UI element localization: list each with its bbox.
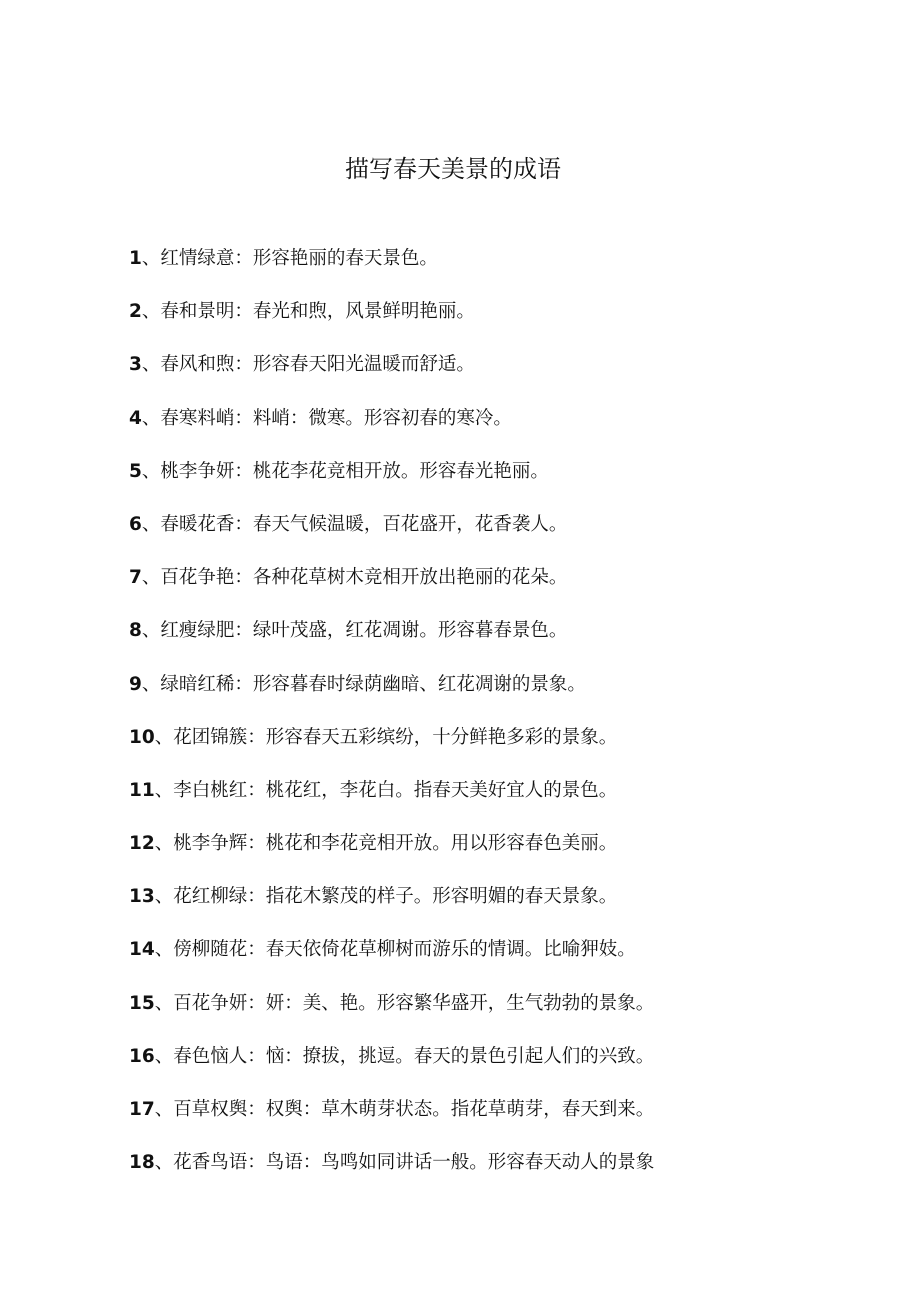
page-title: 描写春天美景的成语 [345,155,561,183]
list-item [129,989,829,1042]
item-number: 17 [129,1099,155,1120]
item-number: 8 [129,620,142,642]
list-item [129,563,829,616]
item-text: 、李白桃红：桃花红，李花白。指春天美好宜人的景色。 [154,779,618,801]
item-text: 、红瘦绿肥：绿叶茂盛，红花凋谢。形容暮春景色。 [141,620,568,642]
idiom-list [129,244,829,1201]
list-item [129,670,829,723]
item-text: 、春寒料峭：料峭：微寒。形容初春的寒冷。 [141,407,512,429]
item-text: 、桃李争妍：桃花李花竞相开放。形容春光艳丽。 [141,460,549,482]
list-item [129,882,829,935]
item-text: 、花香鸟语：鸟语：鸟鸣如同讲话一般。形容春天动人的景象 [154,1152,655,1174]
item-number: 5 [129,460,142,482]
item-text: 、傍柳随花：春天依倚花草柳树而游乐的情调。比喻狎妓。 [154,939,636,961]
item-number: 16 [129,1045,155,1067]
list-item [129,457,829,510]
item-text: 、百花争妍：妍：美、艳。形容繁华盛开，生气勃勃的景象。 [154,992,655,1014]
list-item [129,829,829,882]
item-text: 、春和景明：春光和煦，风景鲜明艳丽。 [141,301,475,323]
item-number: 18 [129,1152,155,1174]
list-item [129,350,829,403]
item-text: 、春风和煦：形容春天阳光温暖而舒适。 [141,354,475,376]
item-number: 4 [129,407,142,429]
list-item [129,1095,829,1148]
item-number: 15 [129,992,155,1014]
item-text: 、红情绿意：形容艳丽的春天景色。 [141,248,438,269]
item-number: 3 [129,354,142,376]
item-number: 7 [129,567,142,589]
item-number: 14 [129,939,155,961]
list-item [129,404,829,457]
list-item [129,723,829,776]
item-text: 、百草权舆：权舆：草木萌芽状态。指花草萌芽，春天到来。 [154,1099,655,1120]
list-item [129,1148,829,1201]
item-text: 、绿暗红稀：形容暮春时绿荫幽暗、红花凋谢的景象。 [141,673,586,695]
item-number: 11 [129,779,155,801]
item-text: 、花红柳绿：指花木繁茂的样子。形容明媚的春天景象。 [154,886,618,908]
item-text: 、花团锦簇：形容春天五彩缤纷，十分鲜艳多彩的景象。 [154,726,618,748]
item-number: 6 [129,513,142,535]
item-number: 12 [129,833,155,855]
item-number: 2 [129,301,142,323]
item-number: 1 [129,248,142,269]
list-item [129,1042,829,1095]
list-item [129,297,829,350]
item-text: 、春色恼人：恼：撩拔，挑逗。春天的景色引起人们的兴致。 [154,1045,655,1067]
list-item [129,244,829,297]
item-number: 10 [129,726,155,748]
item-text: 、桃李争辉：桃花和李花竞相开放。用以形容春色美丽。 [154,833,618,855]
item-number: 9 [129,673,142,695]
item-text: 、百花争艳：各种花草树木竞相开放出艳丽的花朵。 [141,567,568,589]
item-text: 、春暖花香：春天气候温暖，百花盛开，花香袭人。 [141,513,568,535]
list-item [129,510,829,563]
list-item [129,935,829,988]
list-item [129,776,829,829]
list-item [129,616,829,669]
item-number: 13 [129,886,155,908]
